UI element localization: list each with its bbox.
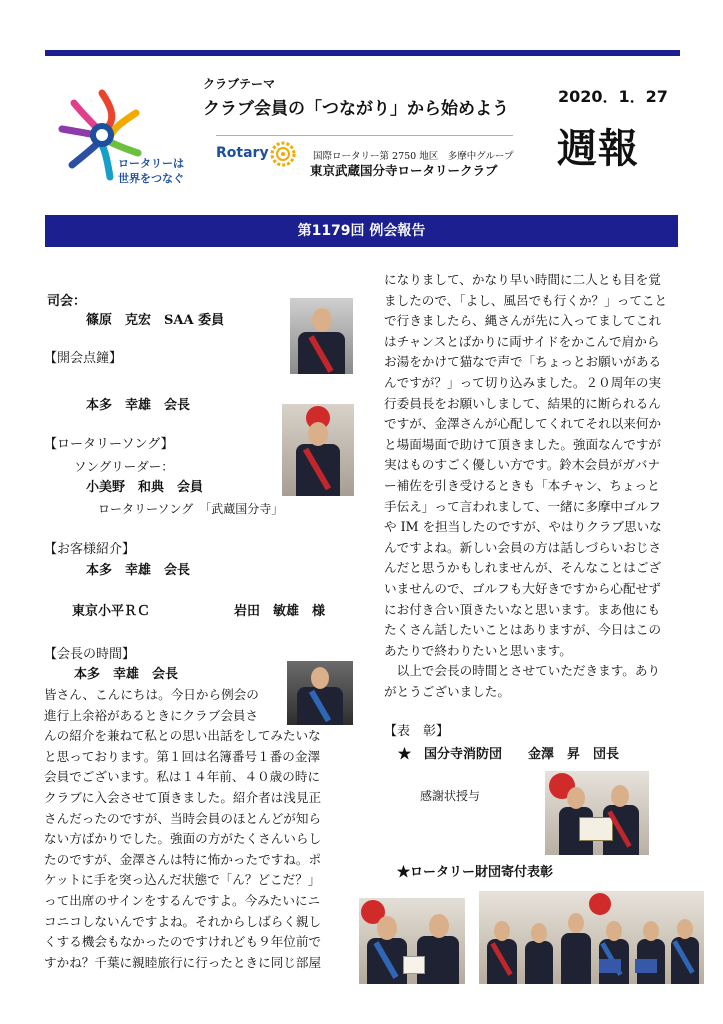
speech-line: と思っております。第１回は名簿番号１番の金澤 (44, 748, 321, 764)
district-line: 国際ロータリー第 2750 地区 多摩中グループ (313, 151, 514, 162)
speech-line: で行きましたら、縄さんが先に入ってましてこれ (384, 313, 662, 329)
photo-song-leader (282, 404, 354, 496)
speech-line: ですが、金澤さんが心配してくれてそれ以来何か (384, 416, 662, 432)
foundation-award-label: ★ロータリー財団寄付表彰 (397, 865, 554, 880)
rotary-wordmark: Rotary (216, 145, 269, 161)
speech-line: ケットに手を突っ込んだ状態で「ん？どこだ？」 (44, 872, 321, 888)
theme-title: クラブ会員の「つながり」から始めよう (203, 99, 509, 119)
speech-line: くする機会もなかったのですけれども９年位前で (44, 934, 322, 950)
speech-line: にお付き合い頂きたいなと思います。まあ他にも (384, 601, 661, 617)
speech-line: たくさん話したいことはありますが、今日はこの (384, 622, 662, 638)
mc-label: 司会： (47, 294, 87, 309)
speech-line: 会員でございます。私は１４年前、４０歳の時に (44, 769, 321, 785)
speech-line: や IM を担当したのですが、やはりクラブ思いな (384, 519, 662, 535)
award-label: 【表 彰】 (384, 724, 450, 739)
speech-line: 皆さん、こんにちは。今日から例会の (44, 687, 259, 702)
speech-line: 進行上余裕があるときにクラブ会員さ (44, 707, 259, 723)
photo-president (287, 661, 353, 725)
president-time-label: 【会長の時間】 (44, 647, 136, 662)
section-title-bar: 第1179回 例会報告 (45, 215, 678, 247)
speech-line: あたりで終わりたいと思います。 (384, 642, 572, 658)
speech-line: はチャンスとばかりに両サイドをかこんで肩から (384, 333, 660, 349)
club-name: 東京武蔵国分寺ロータリークラブ (310, 163, 498, 178)
speech-line: んですが？」って切り込みました。２０周年の実 (384, 374, 662, 390)
logo-text-1: ロータリーは (118, 157, 184, 170)
speech-line: がとうございました。 (384, 683, 510, 699)
speech-line: 手伝え」って言われまして、一緒に多摩中ゴルフ (384, 498, 661, 514)
speech-line: ましたので、「よし、風呂でも行くか？」ってこと (384, 292, 668, 308)
president-speech-left (44, 685, 344, 973)
top-rule (45, 50, 680, 56)
speech-line: ない方ばかりでした。強面の方がたくさんいらし (44, 831, 322, 847)
speech-line: たのですが、金澤さんは特に怖かったですね。ポ (44, 851, 322, 867)
speech-line: すかね？千葉に親睦旅行に行ったときに同じ部屋 (44, 954, 322, 970)
opening-label: 【開会点鐘】 (44, 351, 123, 366)
song-leader-label: ソングリーダー： (74, 459, 174, 474)
publication-title: 週報 (557, 126, 639, 172)
speech-line: んですよね。新しい会員の方は話しづらいおじさ (384, 539, 662, 555)
guest-name: 岩田 敏雄 様 (234, 604, 326, 619)
issue-date: 2020．1．27 (558, 87, 668, 106)
speech-line: クラブに入会させて頂きました。紹介者は浅見正 (44, 789, 322, 805)
guest-intro-name: 本多 幸雄 会長 (86, 563, 191, 578)
photo-award-fire-brigade (545, 771, 649, 855)
speech-line: になりまして、かなり早い時間に二人とも目を覚 (384, 272, 661, 287)
photo-foundation-2 (479, 891, 704, 984)
speech-line: ー補佐を引き受けるときも「本チャン、ちょっと (384, 477, 660, 493)
song-title: ロータリーソング 「武蔵国分寺」 (98, 502, 284, 516)
speech-line: お湯をかけて猫なで声で「ちょっとお願いがある (384, 354, 662, 370)
speech-line: と場面場面で助けて頂きました。強面なんですが (384, 436, 662, 452)
award-item: ★ 国分寺消防団 金澤 昇 団長 (398, 747, 620, 762)
photo-foundation-1 (359, 898, 465, 984)
guest-club: 東京小平ＲＣ (72, 604, 151, 619)
song-label: 【ロータリーソング】 (44, 437, 174, 452)
speech-line: いませんので、ゴルフも大好きですから心配せず (384, 580, 661, 596)
speech-line: 実はものすごく優しい方です。鈴木会員がガバナ (384, 457, 661, 473)
opening-name: 本多 幸雄 会長 (86, 398, 191, 413)
speech-line: って出席のサインをするんですよ。今みたいにニ (44, 892, 321, 908)
speech-line: んの紹介を兼ねて私との思い出話をしてみたいな (44, 728, 321, 744)
award-note: 感謝状授与 (420, 789, 481, 803)
president-speech-right (384, 270, 684, 702)
theme-label: クラブテーマ (203, 77, 276, 91)
speech-line: コニコしないんですよね。それからしばらく親し (44, 913, 322, 929)
guest-label: 【お客様紹介】 (44, 542, 136, 557)
speech-line: 以上で会長の時間とさせていただきます。あり (384, 663, 661, 679)
president-name: 本多 幸雄 会長 (74, 667, 179, 682)
club-logo (54, 85, 188, 193)
logo-text-2: 世界をつなぐ (118, 172, 184, 185)
speech-line: 行委員長をお願いしまして、結果的に断られるん (384, 395, 661, 411)
photo-mc (290, 298, 353, 374)
theme-underline (216, 135, 513, 136)
rotary-wheel-icon (270, 141, 296, 171)
speech-line: んだと思うかもしれませんが、そんなことはござ (384, 560, 662, 576)
song-leader-name: 小美野 和典 会員 (86, 480, 204, 495)
speech-line: さんだったのですが、当時会員のほとんどが知ら (44, 810, 322, 826)
mc-name: 篠原 克宏 SAA 委員 (86, 313, 225, 328)
